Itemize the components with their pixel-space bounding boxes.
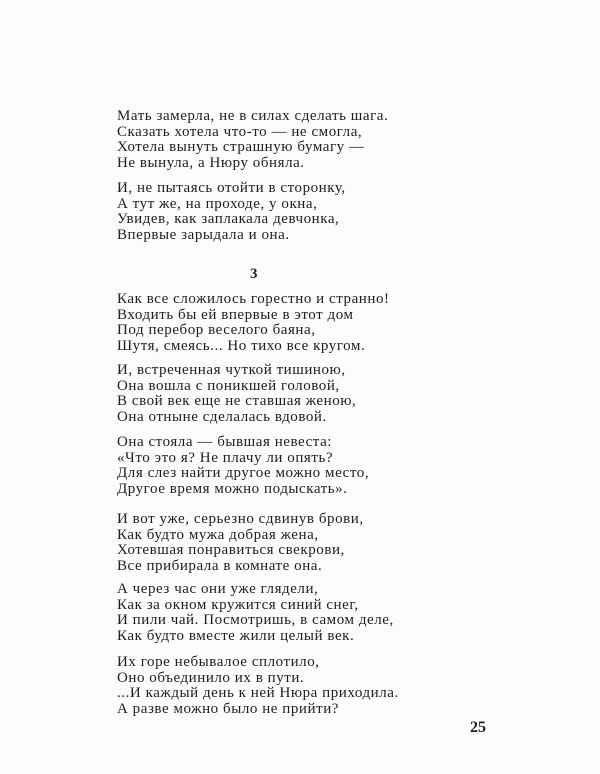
stanza-1 xyxy=(117,109,388,171)
verse-line: И, не пытаясь отойти в сторонку, xyxy=(117,180,346,196)
stanza-5 xyxy=(117,435,369,497)
verse-line: Хотела вынуть страшную бумагу — xyxy=(117,139,365,155)
verse-line: И, встреченная чуткой тишиною, xyxy=(117,362,346,378)
verse-line: В свой век еще не ставшая женою, xyxy=(117,393,357,409)
verse-line: Хотевшая понравиться свекрови, xyxy=(117,542,345,558)
verse-line: Мать замерла, не в силах сделать шага. xyxy=(117,108,389,124)
verse-line: Шутя, смеясь... Но тихо все кругом. xyxy=(117,337,366,354)
verse-line: Для слез найти другое можно место, xyxy=(117,465,370,481)
verse-line: И пили чай. Посмотришь, в самом деле, xyxy=(117,612,394,628)
stanza-3 xyxy=(117,292,390,354)
stanza-6 xyxy=(117,512,364,574)
verse-line: «Что это я? Не плачу ли опять? xyxy=(117,449,334,466)
verse-line: Как все сложилось горестно и странно! xyxy=(117,291,390,307)
verse-line: Их горе небывалое сплотило, xyxy=(117,654,320,670)
stanza-2 xyxy=(117,181,346,243)
verse-line: Она стояла — бывшая невеста: xyxy=(117,434,333,450)
verse-line: Другое время можно подыскать». xyxy=(117,480,348,497)
verse-line: Все прибирала в комнате она. xyxy=(117,557,323,574)
verse-line: И вот уже, серьезно сдвинув брови, xyxy=(117,511,364,527)
verse-line: А разве можно было не прийти? xyxy=(117,700,339,717)
stanza-7 xyxy=(117,582,394,644)
stanza-8 xyxy=(117,655,399,717)
verse-line: Не вынула, а Нюру обняла. xyxy=(117,154,305,171)
stanza-4 xyxy=(117,363,356,425)
verse-line: А тут же, на проходе, у окна, xyxy=(117,195,318,212)
verse-line: Сказать хотела что-то — не смогла, xyxy=(117,123,363,140)
verse-line: Оно объединило их в пути. xyxy=(117,669,305,686)
verse-line: Она отныне сделалась вдовой. xyxy=(117,408,327,425)
verse-line: Как будто вместе жили целый век. xyxy=(117,627,355,644)
page-number: 25 xyxy=(470,719,486,736)
verse-line: Она вошла с поникшей головой, xyxy=(117,377,340,394)
verse-line: ...И каждый день к ней Нюра приходила. xyxy=(117,685,399,701)
verse-line: Увидев, как заплакала девчонка, xyxy=(117,211,340,227)
verse-line: Как будто мужа добрая жена, xyxy=(117,526,319,543)
verse-line: Впервые зарыдала и она. xyxy=(117,226,290,243)
verse-line: Входить бы ей впервые в этот дом xyxy=(117,306,354,323)
section-number: 3 xyxy=(250,266,258,282)
verse-line: Под перебор веселого баяна, xyxy=(117,322,316,338)
verse-line: А через час они уже глядели, xyxy=(117,581,319,597)
verse-line: Как за окном кружится синий снег, xyxy=(117,596,359,613)
